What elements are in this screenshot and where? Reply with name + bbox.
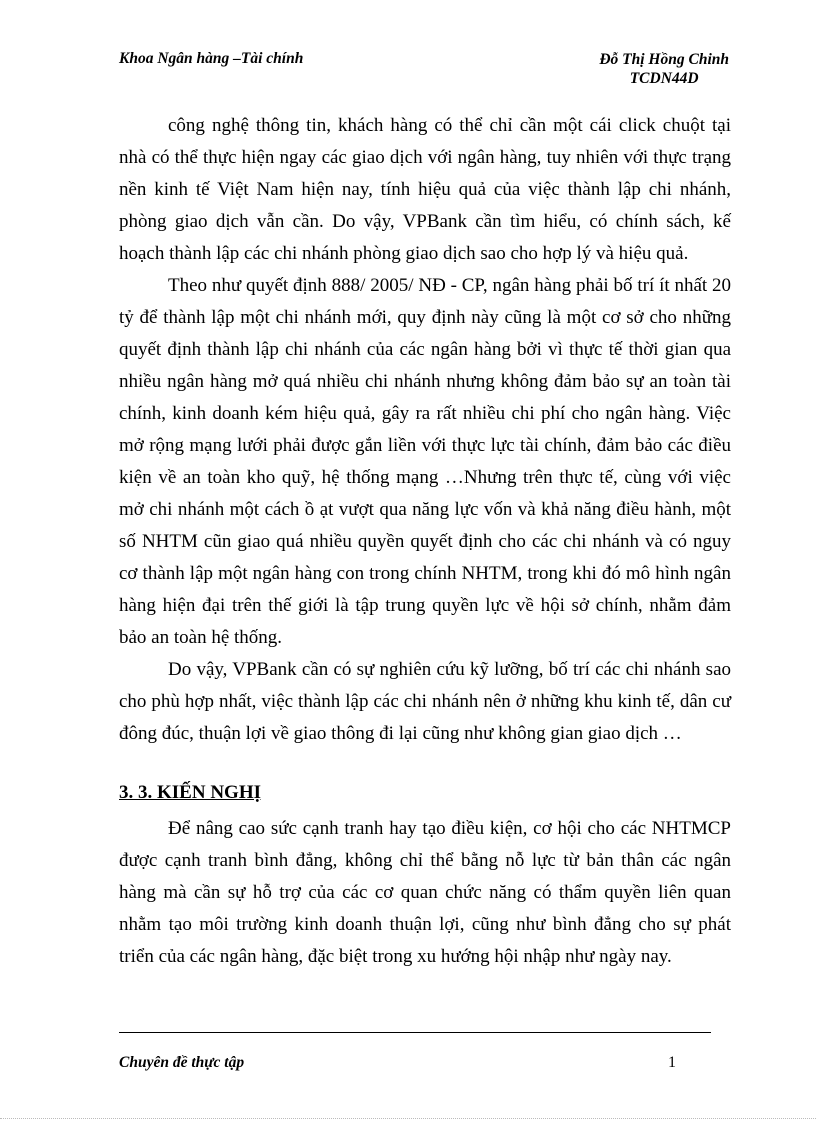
header-author	[599, 50, 729, 88]
footer-rule	[119, 1032, 711, 1033]
section-paragraph: Để nâng cao sức cạnh tranh hay tạo điều kiện, cơ hội cho các NHTMCP được cạnh tranh bình đẳng, không chỉ thể bằng nỗ lực từ bản thân các ngân hàng mà cần sự hỗ trợ của các cơ quan chức năng có thẩm quyền liên quan nhằm tạo môi trường kinh doanh thuận lợi, cũng như bình đẳng cho sự phát triển của các ngân hàng, đặc biệt trong xu hướng hội nhập như ngày nay.	[119, 818, 731, 967]
section-body	[119, 813, 731, 973]
header-author-name: Đỗ Thị Hồng Chinh	[599, 51, 729, 68]
section-title: 3. 3. KIẾN NGHỊ	[119, 782, 261, 803]
page-bottom-dotted-line	[0, 1118, 816, 1119]
body-paragraph-1: công nghệ thông tin, khách hàng có thể chỉ cần một cái click chuột tại nhà có thể thực hiện ngay các giao dịch với ngân hàng, tuy nhiên với thực trạng nền kinh tế Việt Nam hiện nay, tính hiệu quả của việc thành lập chi nhánh, phòng giao dịch vẫn cần. Do vậy, VPBank cần tìm hiểu, có chính sách, kế hoạch thành lập các chi nhánh phòng giao dịch sao cho hợp lý và hiệu quả.	[119, 115, 731, 264]
body-paragraph-3: Do vậy, VPBank cần có sự nghiên cứu kỹ lưỡng, bố trí các chi nhánh sao cho phù hợp nhất, việc thành lập các chi nhánh nên ở những khu kinh tế, dân cư đông đúc, thuận lợi về giao thông đi lại cũng như không gian giao dịch …	[119, 659, 731, 744]
footer-title: Chuyên đề thực tập	[119, 1054, 245, 1071]
body-paragraph-2: Theo như quyết định 888/ 2005/ NĐ - CP, ngân hàng phải bố trí ít nhất 20 tỷ để thành lập một chi nhánh mới, quy định này cũng là một cơ sở cho những quyết định thành lập chi nhánh của các ngân hàng bởi vì thực tế thời gian qua nhiều ngân hàng mở quá nhiều chi nhánh nhưng không đảm bảo sự an toàn tài chính, kinh doanh kém hiệu quả, gây ra rất nhiều chi phí cho ngân hàng. Việc mở rộng mạng lưới phải được gắn liền với thực lực tài chính, đảm bảo các điều kiện về an toàn kho quỹ, hệ thống mạng …Nhưng trên thực tế, cùng với việc mở chi nhánh một cách ồ ạt vượt qua năng lực vốn và khả năng điều hành, một số NHTM cũn giao quá nhiều quyền quyết định cho các chi nhánh và có nguy cơ thành lập một ngân hàng con trong chính NHTM, trong khi đó mô hình ngân hàng hiện đại trên thế giới là tập trung quyền lực về hội sở chính, nhằm đảm bảo an toàn hệ thống.	[119, 275, 731, 648]
header-department: Khoa Ngân hàng –Tài chính	[119, 50, 304, 67]
body-text	[119, 110, 731, 750]
page-number: 1	[668, 1054, 676, 1071]
header-author-class: TCDN44D	[629, 70, 699, 87]
